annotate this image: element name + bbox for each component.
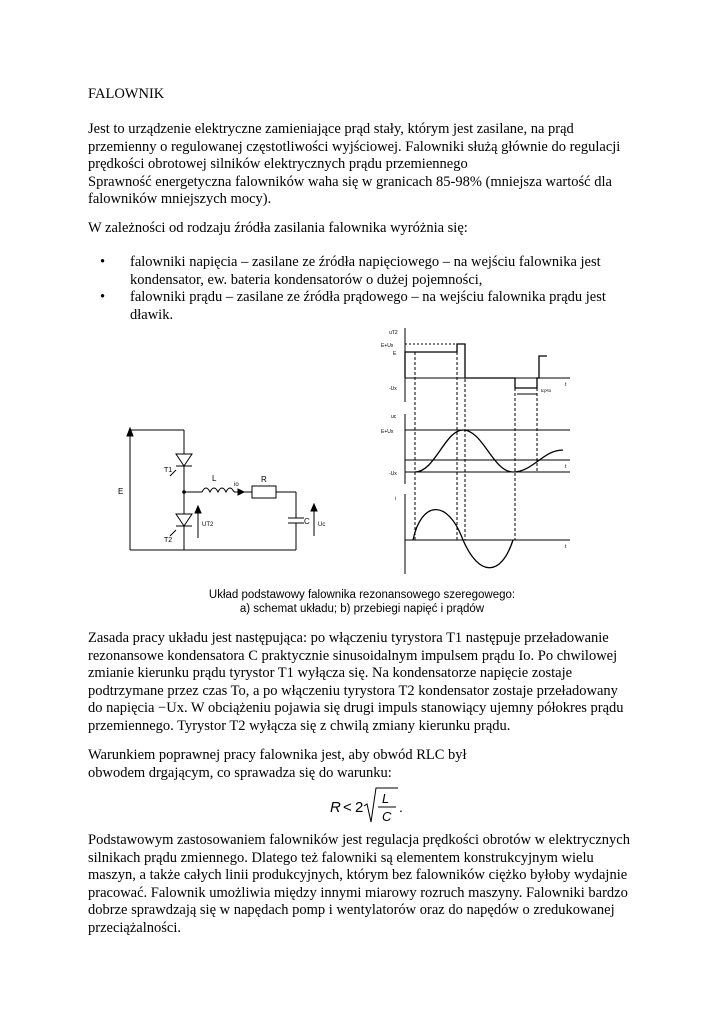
formula-numerator: L	[382, 791, 390, 806]
bottom-t-label: t	[565, 544, 567, 550]
label-capacitor: C	[304, 517, 310, 526]
text-line: do napięcia −Ux. W obciążeniu pojawia się drugi impuls stanowiący ujemny półokres prądu	[88, 700, 624, 717]
source-arrow-head	[127, 428, 133, 436]
label-t1: T1	[164, 467, 173, 474]
junction-dot	[182, 490, 186, 494]
label-resistor: R	[261, 475, 267, 484]
ut2-waveform	[405, 344, 547, 388]
mid-level-high: E+Ux	[381, 429, 394, 435]
page-title: FALOWNIK	[88, 86, 165, 102]
label-t2: T2	[164, 537, 173, 544]
text-line: przeciążalności.	[88, 919, 181, 936]
mid-t-label: t	[565, 464, 567, 470]
bullet-marker: •	[100, 289, 106, 306]
text-line: silnikach prądu zmiennego. Dlatego też falowniki są elementem konstrukcyjnym wielu	[88, 849, 594, 866]
mid-y-label: uc	[391, 414, 397, 420]
classification-lead	[88, 220, 648, 238]
resistor-symbol	[252, 486, 276, 498]
text-line: Podstawowym zastosowaniem falowników jest regulacja prędkości obrotów w elektrycznych	[88, 832, 630, 848]
text-line: W zależności od rodzaju źródła zasilania falownika wyróżnia się:	[88, 220, 468, 236]
text-line: falowniki prądu – zasilane ze źródła prądowego – na wejściu falownika prądu jest	[130, 289, 606, 306]
list-item	[100, 289, 606, 324]
caption-line: a) schemat układu; b) przebiegi napięć i prądów	[239, 603, 485, 615]
text-line: Jest to urządzenie elektryczne zamieniające prąd stały, którym jest zasilane, na prąd	[88, 121, 574, 137]
waveform-diagram	[375, 322, 585, 577]
thyristor-t2-gate	[170, 530, 176, 536]
formula-period: .	[399, 799, 403, 815]
uc-waveform	[415, 430, 563, 472]
inverter-type-list	[100, 254, 606, 324]
text-line: dobrze sprawdzają się w napędach pomp i wentylatorów oraz do napędów o zredukowanej	[88, 902, 615, 919]
current-arrow	[238, 489, 244, 495]
bullet-marker: •	[100, 254, 106, 270]
figure-caption	[0, 588, 724, 616]
thyristor-t2-symbol	[176, 514, 192, 526]
condition-paragraph	[88, 747, 648, 782]
mid-level-low: -Ux	[389, 471, 397, 477]
formula-coefficient: 2	[355, 799, 364, 816]
label-ut2: UT2	[202, 522, 214, 528]
top-t-label: t	[565, 382, 567, 388]
formula-operator: <	[343, 799, 352, 816]
inductor-coil	[202, 488, 234, 492]
label-current: io	[234, 482, 239, 488]
label-inductor: L	[212, 474, 217, 483]
text-line: przemiennego. Tyrystor T2 wyłącza się z chwilą zmiany kierunku prądu.	[88, 717, 511, 734]
thyristor-t1-symbol	[176, 454, 192, 466]
uc-arrow-head	[311, 504, 317, 511]
formula-root-sign	[364, 788, 398, 822]
top-level-low: -Ux	[389, 386, 397, 392]
caption-line: Układ podstawowy falownika rezonansowego szeregowego:	[208, 589, 516, 601]
text-line: kondensator, ew. bateria kondensatorów o dużej pojemności,	[130, 271, 483, 288]
text-line: przemienny o regulowanej częstotliwości wyjściowej. Falowniki służą głównie do regulacji	[88, 138, 621, 155]
text-line: maszyn, a także całych linii produkcyjnych, którym bez falowników ciężko byłoby wydajnie	[88, 867, 628, 884]
text-line: dławik.	[130, 306, 174, 323]
top-level-high: E+Ux	[381, 343, 394, 349]
application-paragraph	[88, 832, 648, 938]
current-waveform	[413, 510, 513, 568]
text-line: falowniki napięcia – zasilane ze źródła napięciowego – na wejściu falownika jest	[130, 254, 601, 270]
intro-paragraph	[88, 121, 648, 209]
circuit-schematic	[118, 420, 348, 570]
label-source: E	[118, 487, 124, 496]
text-line: pracować. Falownik umożliwia między innymi miarowy rozruch maszyny. Falowniki bardzo	[88, 884, 628, 901]
text-line: zmianie kierunku prądu tyrystor T1 wyłącza się. Na kondensatorze napięcie zostaje	[88, 665, 573, 682]
top-level-mid: E	[393, 351, 397, 357]
formula-denominator: C	[382, 809, 392, 824]
text-line: prędkości obrotowej silników elektrycznych prądu przemiennego	[88, 156, 468, 173]
label-uc: Uc	[318, 522, 326, 528]
operation-paragraph	[88, 630, 648, 736]
text-line: Zasada pracy układu jest następująca: po włączeniu tyrystora T1 następuje przeładowanie	[88, 630, 609, 646]
bottom-y-label: i	[395, 496, 397, 502]
text-line: obwodem drgającym, co sprawadza się do warunku:	[88, 764, 392, 781]
top-y-label: uT2	[389, 330, 398, 336]
text-line: podtrzymane przez czas To, a po włączeniu tyrystora T2 kondensator zostaje przeładowany	[88, 682, 618, 699]
text-line: Sprawność energetyczna falowników waha się w granicach 85-98% (mniejsza wartość dla	[88, 173, 612, 190]
text-line: Warunkiem poprawnej pracy falownika jest, aby obwód RLC był	[88, 747, 467, 763]
top-interval-label: tq>to	[541, 388, 552, 393]
rlc-condition-formula	[328, 784, 408, 830]
list-item	[100, 254, 606, 289]
text-line: rezonansowe kondensatora C praktycznie sinusoidalnym impulsem prądu Io. Po chwilowej	[88, 647, 618, 664]
formula-lhs: R	[330, 799, 341, 816]
ut2-arrow-head	[195, 506, 201, 513]
text-line: falowników mniejszych mocy).	[88, 191, 272, 208]
